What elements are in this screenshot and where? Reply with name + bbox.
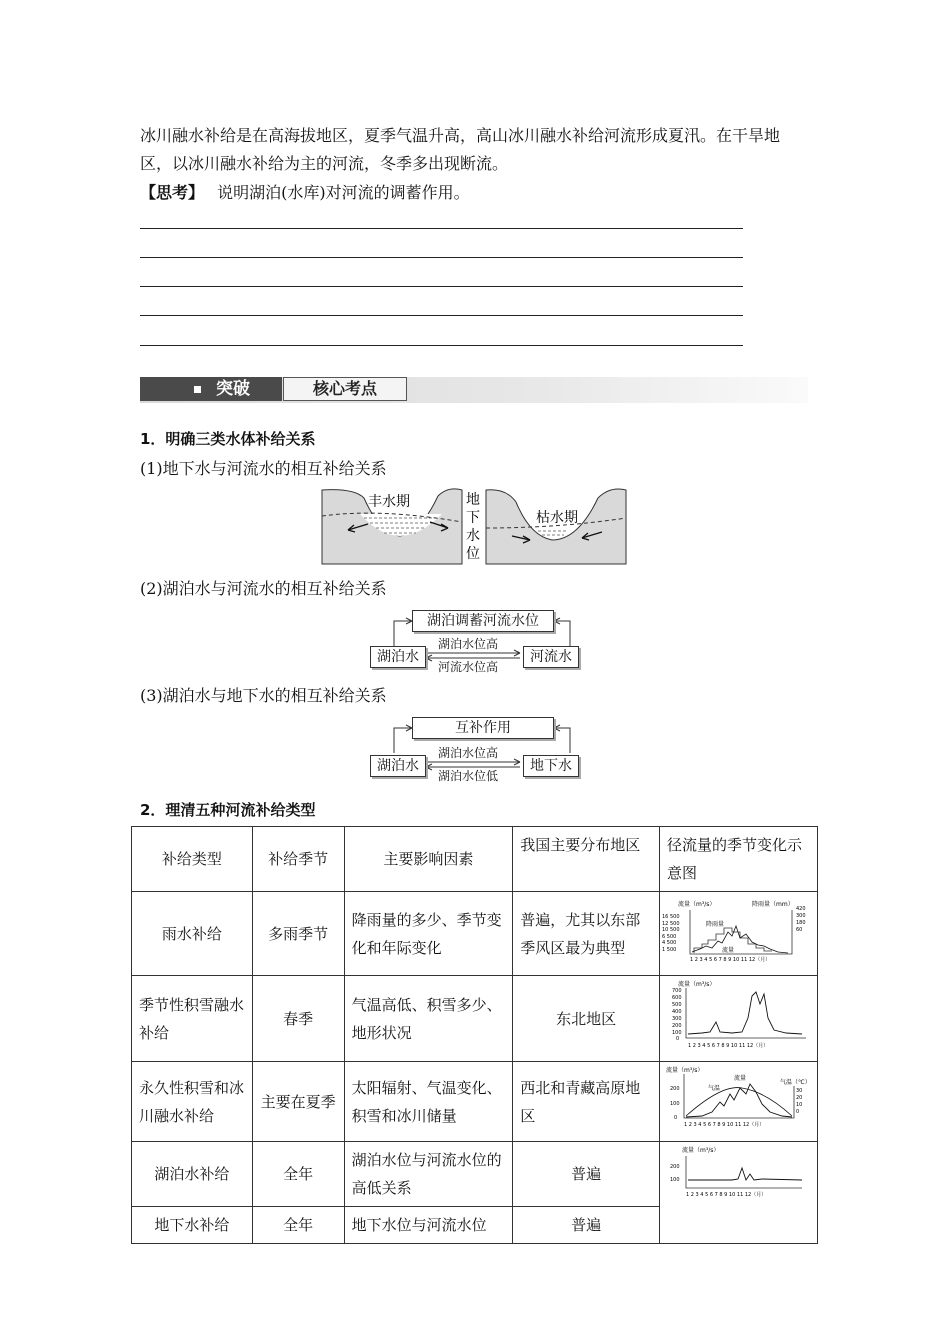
factor-cell: 湖泊水位与河流水位的高低关系 (344, 1142, 513, 1207)
header-cell: 补给类型 (132, 827, 253, 892)
axis-tick: 12 500 (661, 921, 680, 927)
intro-line-1: 冰川融水补给是在高海拔地区，夏季气温升高，高山冰川融水补给河流形成夏汛。在干旱地 (140, 126, 781, 145)
region-cell: 东北地区 (513, 976, 660, 1062)
axis-tick: 6 500 (661, 934, 677, 940)
season-cell: 全年 (252, 1207, 344, 1244)
table-row (132, 976, 818, 1062)
season-cell: 全年 (252, 1142, 344, 1207)
axis-tick: 200 (671, 1023, 682, 1029)
answer-line[interactable] (140, 315, 743, 316)
middle-char: 地 (466, 492, 480, 508)
chart-flow-label: 流量（m³/s） (665, 1067, 704, 1074)
lake-box: 湖泊水 (370, 646, 426, 668)
supply-types-table (131, 826, 818, 1244)
arrow-label-up: 湖泊水位高 (438, 746, 499, 760)
type-cell: 季节性积雪融水补给 (132, 976, 253, 1062)
region-cell: 普遍 (513, 1207, 660, 1244)
axis-tick: 1 500 (661, 947, 677, 953)
region-cell: 普遍 (513, 1142, 660, 1207)
factor-cell: 太阳辐射、气温变化、积雪和冰川储量 (344, 1062, 513, 1142)
table-header-row (132, 827, 818, 892)
answer-line[interactable] (140, 345, 743, 346)
chart-flow-label: 流量（m³/s） (677, 981, 716, 988)
lake-river-diagram (368, 606, 583, 674)
section1-title: 1．明确三类水体补给关系 (140, 430, 316, 448)
think-prompt (140, 180, 470, 206)
temp-line (686, 1088, 792, 1116)
axis-tick: 0 (673, 1115, 678, 1121)
groundwater-river-diagram (320, 488, 630, 566)
glacier-melt-chart (662, 1064, 814, 1130)
chart-cell (659, 1142, 817, 1244)
axis-tick: 300 (671, 1016, 682, 1022)
section2-title: 2．理清五种河流补给类型 (140, 801, 316, 819)
arrow-label-down: 河流水位高 (438, 660, 499, 674)
factor-cell: 地下水位与河流水位 (344, 1207, 513, 1244)
river-box: 河流水 (523, 646, 579, 668)
right-terrain (486, 489, 626, 564)
flow-line (688, 1168, 802, 1180)
chart-flow-label: 流量（m³/s） (681, 1147, 720, 1154)
axis-tick: 0 (675, 1036, 680, 1042)
axis-tick: 0 (795, 1109, 800, 1115)
intro-line-2: 区，以冰川融水补给为主的河流，冬季多出现断流。 (140, 154, 509, 173)
lake-supply-chart (662, 1144, 814, 1202)
high-water-label: 丰水期 (368, 494, 410, 510)
sub1-heading: (1)地下水与河流水的相互补给关系 (140, 459, 387, 478)
chart-cell (659, 1062, 817, 1142)
chart-rain-label: 降雨量（mm） (751, 901, 794, 908)
series-label: 流量 (733, 1075, 746, 1082)
right-water (534, 528, 570, 535)
table-row (132, 892, 818, 976)
type-cell: 雨水补给 (132, 892, 253, 976)
factor-cell: 气温高低、积雪多少、地形状况 (344, 976, 513, 1062)
answer-line[interactable] (140, 257, 743, 258)
regulate-box: 湖泊调蓄河流水位 (412, 610, 554, 632)
think-label: 【思考】 (140, 183, 205, 202)
axis-tick: 420 (795, 906, 806, 912)
answer-line[interactable] (140, 228, 743, 229)
sub3-heading: (3)湖泊水与地下水的相互补给关系 (140, 686, 387, 705)
square-icon (194, 386, 201, 393)
header-cell: 我国主要分布地区 (513, 827, 660, 892)
month-axis: 1 2 3 4 5 6 7 8 9 10 11 12（月） (689, 957, 771, 962)
low-water-label: 枯水期 (536, 510, 578, 526)
chart-cell (659, 976, 817, 1062)
season-cell: 主要在夏季 (252, 1062, 344, 1142)
month-axis: 1 2 3 4 5 6 7 8 9 10 11 12（月） (683, 1122, 765, 1128)
axis-tick: 600 (671, 995, 682, 1001)
axis-tick: 30 (795, 1088, 803, 1094)
axis-tick: 500 (671, 1002, 682, 1008)
flow-line (688, 992, 802, 1034)
table-row (132, 1142, 818, 1207)
axis-tick: 100 (669, 1177, 680, 1183)
region-cell: 普遍，尤其以东部季风区最为典型 (513, 892, 660, 976)
region-cell: 西北和青藏高原地区 (513, 1062, 660, 1142)
answer-line[interactable] (140, 286, 743, 287)
axis-tick: 10 (795, 1102, 803, 1108)
axis-tick: 400 (671, 1009, 682, 1015)
chart-axes (686, 988, 806, 1038)
lake-box: 湖泊水 (370, 755, 426, 777)
series-label: 降雨量 (705, 921, 724, 928)
seasonal-snow-chart (662, 978, 814, 1050)
chart-axes (690, 910, 792, 954)
groundwater-box: 地下水 (523, 755, 579, 777)
header-cell: 径流量的季节变化示意图 (659, 827, 817, 892)
axis-tick: 200 (669, 1086, 680, 1092)
mutual-box: 互补作用 (412, 717, 554, 739)
think-text: 说明湖泊(水库)对河流的调蓄作用。 (217, 183, 470, 202)
factor-cell: 降雨量的多少、季节变化和年际变化 (344, 892, 513, 976)
chart-axes (686, 1156, 802, 1188)
chart-flow-label: 流量（m³/s） (677, 901, 716, 908)
axis-tick: 20 (795, 1095, 803, 1101)
temp-unit: 气温（℃） (779, 1079, 811, 1086)
type-cell: 永久性积雪和冰川融水补给 (132, 1062, 253, 1142)
axis-tick: 4 500 (661, 940, 677, 946)
flow-line (692, 926, 788, 953)
sub2-heading: (2)湖泊水与河流水的相互补给关系 (140, 579, 387, 598)
axis-tick: 700 (671, 988, 682, 994)
series-label: 流量 (721, 947, 734, 954)
axis-tick: 180 (795, 920, 806, 926)
flow-line (686, 1084, 792, 1117)
season-cell: 春季 (252, 976, 344, 1062)
axis-tick: 10 500 (661, 927, 680, 933)
axis-tick: 100 (669, 1101, 680, 1107)
axis-tick: 100 (671, 1030, 682, 1036)
middle-char: 下 (466, 510, 480, 526)
rain-supply-chart (662, 896, 814, 962)
axis-tick: 16 500 (661, 914, 680, 920)
type-cell: 地下水补给 (132, 1207, 253, 1244)
type-cell: 湖泊水补给 (132, 1142, 253, 1207)
axis-tick: 300 (795, 913, 806, 919)
banner-right: 核心考点 (283, 377, 407, 401)
banner-left: 突破 (140, 377, 282, 401)
season-cell: 多雨季节 (252, 892, 344, 976)
month-axis: 1 2 3 4 5 6 7 8 9 10 11 12（月） (687, 1043, 769, 1049)
month-axis: 1 2 3 4 5 6 7 8 9 10 11 12（月） (685, 1192, 767, 1198)
table-row (132, 1062, 818, 1142)
middle-char: 位 (466, 546, 480, 562)
header-cell: 主要影响因素 (344, 827, 513, 892)
lake-groundwater-diagram (368, 713, 583, 781)
series-label: 气温 (707, 1085, 720, 1092)
chart-cell (659, 892, 817, 976)
axis-tick: 60 (795, 927, 803, 933)
arrow-label-down: 湖泊水位低 (438, 769, 499, 783)
section-banner (140, 377, 808, 403)
axis-tick: 200 (669, 1164, 680, 1170)
arrow-label-up: 湖泊水位高 (438, 637, 499, 651)
header-cell: 补给季节 (252, 827, 344, 892)
middle-char: 水 (466, 528, 480, 544)
